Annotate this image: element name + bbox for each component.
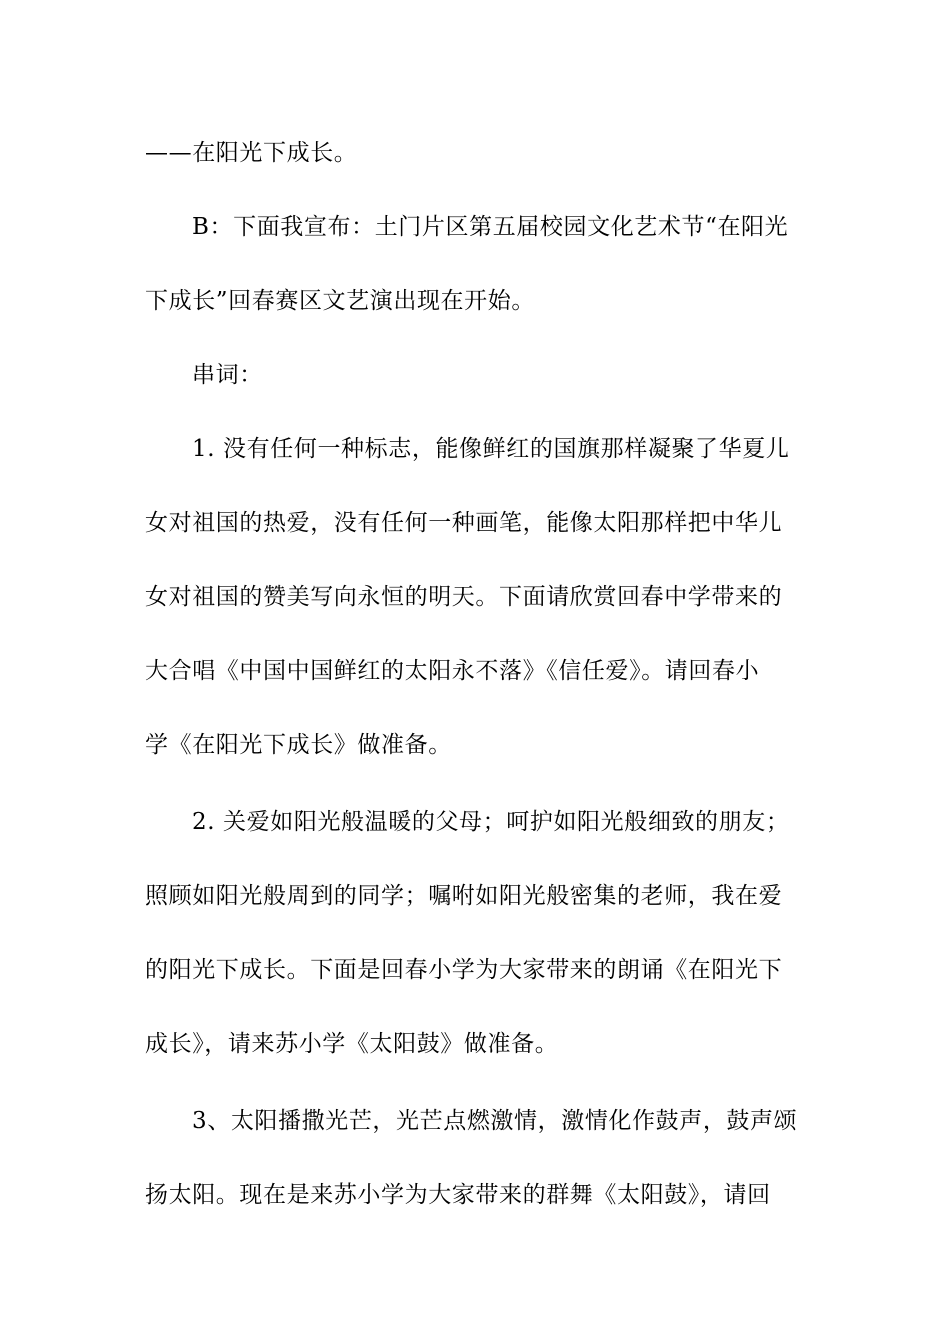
paragraph-2-start: 2. 关爱如阳光般温暖的父母；呵护如阳光般细致的朋友；	[192, 809, 790, 835]
text-line: ——在阳光下成长。	[145, 140, 358, 166]
text-line: 照顾如阳光般周到的同学；嘱咐如阳光般密集的老师，我在爱	[145, 883, 783, 909]
section-heading-lyrics: 串词：	[192, 362, 263, 388]
paragraph-b-announcement: B：下面我宣布：土门片区第五届校园文化艺术节“在阳光	[192, 214, 789, 240]
text-line: 的阳光下成长。下面是回春小学为大家带来的朗诵《在阳光下	[145, 957, 783, 983]
text-line: 扬太阳。现在是来苏小学为大家带来的群舞《太阳鼓》，请回	[145, 1182, 771, 1208]
text-line: 大合唱《中国中国鲜红的太阳永不落》《信任爱》。请回春小	[145, 658, 760, 684]
text-line: 女对祖国的赞美写向永恒的明天。下面请欣赏回春中学带来的	[145, 584, 783, 610]
text-line: 下成长”回春赛区文艺演出现在开始。	[145, 288, 535, 314]
text-line: 女对祖国的热爱，没有任何一种画笔，能像太阳那样把中华儿	[145, 510, 783, 536]
text-line: 成长》，请来苏小学《太阳鼓》做准备。	[145, 1031, 559, 1057]
paragraph-1-start: 1. 没有任何一种标志，能像鲜红的国旗那样凝聚了华夏儿	[192, 436, 790, 462]
paragraph-3-start: 3、太阳播撒光芒，光芒点燃激情，激情化作鼓声，鼓声颂	[192, 1108, 798, 1134]
text-line: 学《在阳光下成长》做准备。	[145, 732, 452, 758]
